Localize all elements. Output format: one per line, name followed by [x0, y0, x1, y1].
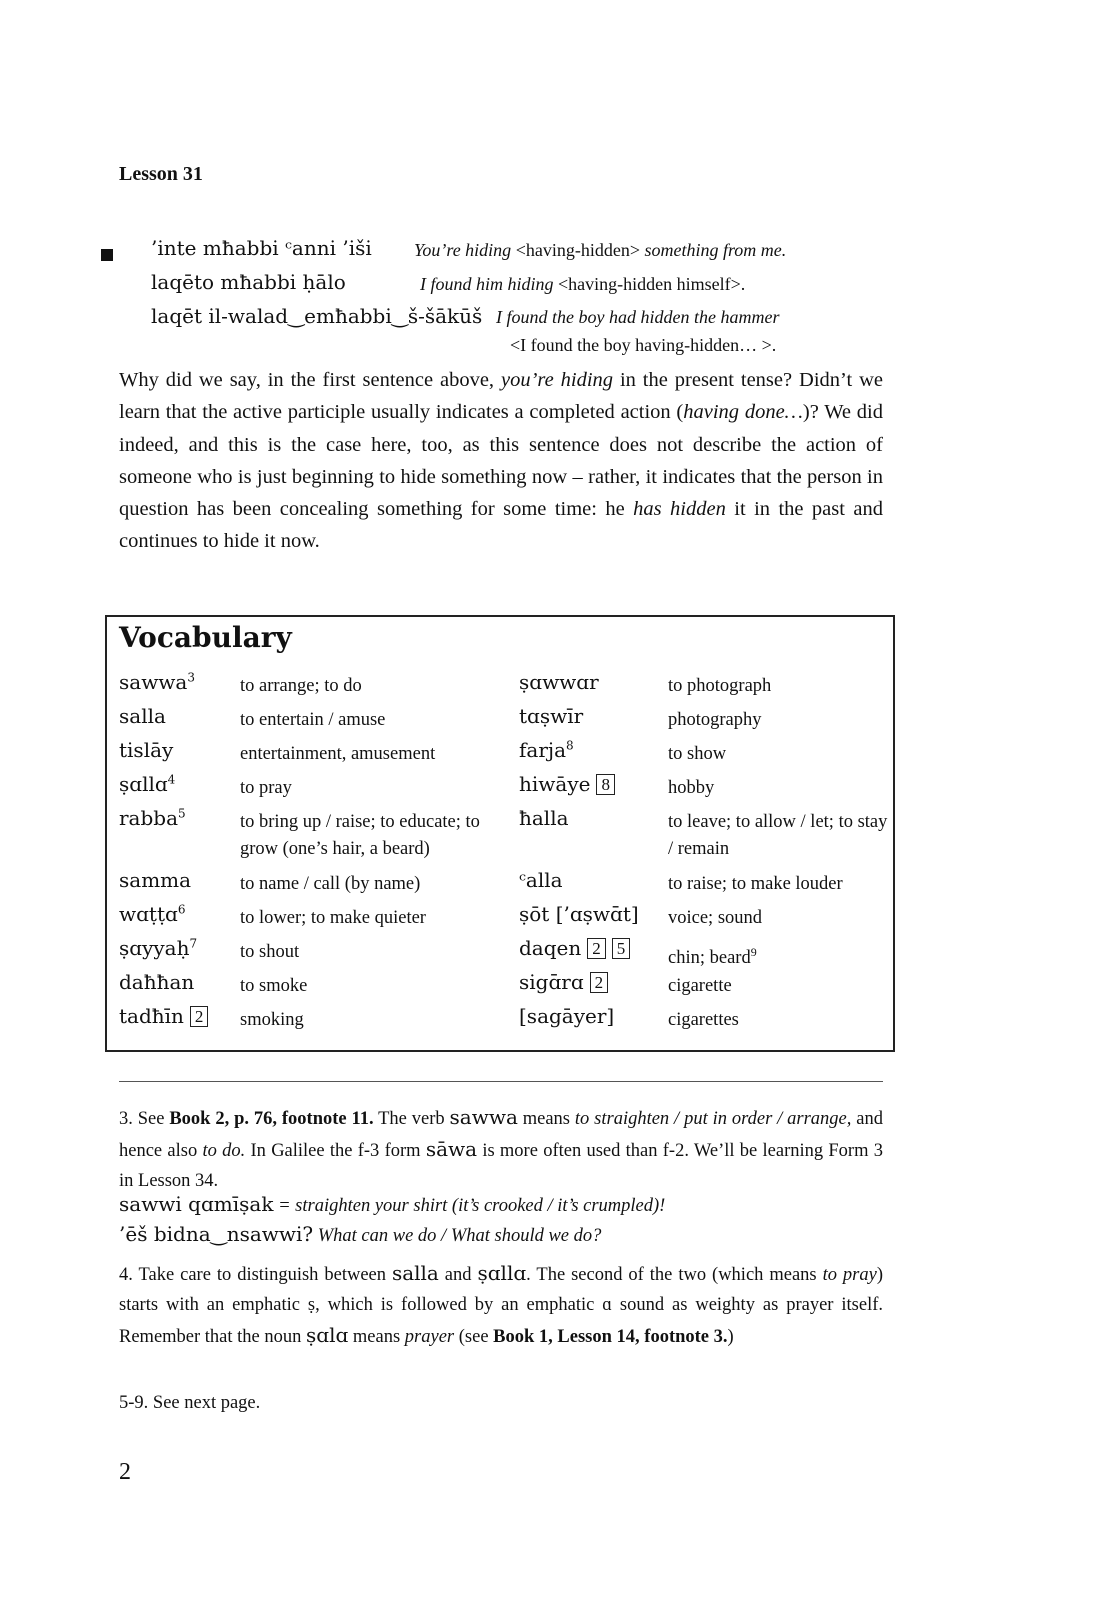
explanation-paragraph: Why did we say, in the first sentence above, you’re hiding in the present tense? Didn’t we learn that the active participle usually indicates a completed action (having done…)? We did indeed, and this is the case here, too, as this sentence does not describe the action of someone who is just beginning to hide something now – rather, it indicates that the person in question has been concealing something for some time: he has hidden it in the past and continues to hide it now.: [119, 369, 883, 553]
vocab-word: rabba$^5$: [119, 806, 186, 830]
vocab-word: ṣɑwwɑr: [519, 670, 599, 694]
example-1-translation: [414, 239, 786, 262]
vocab-word: ᶜalla: [519, 868, 563, 892]
vocab-meaning: smoking: [240, 1010, 304, 1030]
footnote-3-example-1: sawwi qɑmīṣak = straighten your shirt (it’s crooked / it’s crumpled)!: [119, 1192, 666, 1216]
vocab-word: tadħīn 2: [119, 1004, 208, 1028]
example-2: [151, 270, 346, 295]
example-3-translation: [496, 306, 779, 329]
vocab-meaning: cigarette: [668, 976, 732, 996]
vocab-meaning: to raise; to make louder: [668, 874, 843, 894]
vocab-word: farja$^8$: [519, 738, 574, 762]
vocab-meaning: to lower; to make quieter: [240, 908, 426, 928]
vocab-meaning: photography: [668, 710, 762, 730]
translation-italic: I found the boy had hidden the hammer: [496, 307, 780, 327]
vocab-meaning: to leave; to allow / let; to stay / remain: [668, 812, 888, 859]
vocab-meaning: to arrange; to do: [240, 676, 362, 696]
vocab-word: tislāy: [119, 738, 174, 762]
vocab-word: hiwāye 8: [519, 772, 615, 796]
vocab-word: tɑṣwīr: [519, 704, 584, 728]
vocab-word: samma: [119, 868, 192, 892]
translation-italic: You’re hiding: [414, 240, 512, 260]
translation-italic: something from me.: [644, 240, 787, 260]
vocab-meaning: cigarettes: [668, 1010, 739, 1030]
example-arabic: laqēt il-walad‿emħabbi‿š-šākūš: [151, 304, 483, 328]
footnote-3: 3. See Book 2, p. 76, footnote 11. The verb sawwa means to straighten / put in order / arrange, and hence also to do. In Galilee the f-3 form sāwa is more often used than f-2. We’ll be learning Form 3 in Lesson 34.: [119, 1105, 883, 1191]
vocab-meaning: chin; beard$^9$: [668, 945, 757, 969]
footnote-3-example-2: ’ēš bidna‿nsawwi? What can we do / What should we do?: [119, 1222, 602, 1246]
vocab-word: ħalla: [519, 806, 569, 830]
vocab-word: ṣɑllɑ$^4$: [119, 772, 176, 796]
example-arabic: laqēto mħabbi ḥālo: [151, 270, 346, 294]
vocab-word: sigɑ̄rɑ 2: [519, 970, 608, 994]
vocabulary-title: Vocabulary: [119, 621, 292, 654]
translation-literal: <having-hidden>: [511, 240, 645, 260]
translation-italic: I found him hiding: [420, 274, 554, 294]
vocab-meaning: to pray: [240, 778, 292, 798]
example-3: [151, 304, 482, 329]
vocab-meaning: entertainment, amusement: [240, 744, 436, 764]
page-number: 2: [119, 1459, 131, 1485]
example-2-translation: [420, 273, 745, 296]
vocab-word: ṣɑyyaḥ$^7$: [119, 936, 198, 960]
vocab-meaning: to entertain / amuse: [240, 710, 386, 730]
footnote-5-9: 5-9. See next page.: [119, 1393, 261, 1413]
vocab-word: salla: [119, 704, 166, 728]
vocab-meaning: to shout: [240, 942, 300, 962]
vocab-meaning: to bring up / raise; to educate; to grow (one’s hair, a beard): [240, 812, 480, 859]
example-arabic: ’inte mħabbi ᶜanni ’iši: [151, 236, 372, 260]
footnote-rule: [119, 1081, 883, 1082]
example-3-translation-cont: <I found the boy having-hidden… >.: [510, 335, 777, 355]
vocab-meaning: to show: [668, 744, 727, 764]
vocab-meaning: hobby: [668, 778, 715, 798]
vocabulary-box: [105, 615, 895, 1052]
vocab-meaning: voice; sound: [668, 908, 763, 928]
vocab-meaning: to name / call (by name): [240, 874, 421, 894]
vocab-word: daqen 2 5: [519, 936, 630, 960]
lesson-heading: Lesson 31: [119, 163, 203, 185]
vocab-word: wɑṭṭɑ$^6$: [119, 902, 186, 926]
example-1: [151, 236, 372, 261]
footnote-4: 4. Take care to distinguish between salla and ṣɑllɑ. The second of the two (which means to pray) starts with an emphatic ṣ, which is followed by an emphatic ɑ sound as weighty as prayer itself. Remember that the noun ṣɑlɑ means prayer (see Book 1, Lesson 14, footnote 3.): [119, 1261, 883, 1347]
translation-literal: <having-hidden himself>.: [553, 274, 746, 294]
vocab-word: sawwa$^3$: [119, 670, 195, 694]
bullet-square: [101, 249, 113, 261]
vocab-meaning: to photograph: [668, 676, 772, 696]
vocab-word: daħħan: [119, 970, 195, 994]
vocab-word: ṣōt [’ɑṣwɑ̄t]: [519, 902, 639, 926]
vocab-meaning: to smoke: [240, 976, 308, 996]
vocab-word: [sagāyer]: [519, 1004, 615, 1028]
